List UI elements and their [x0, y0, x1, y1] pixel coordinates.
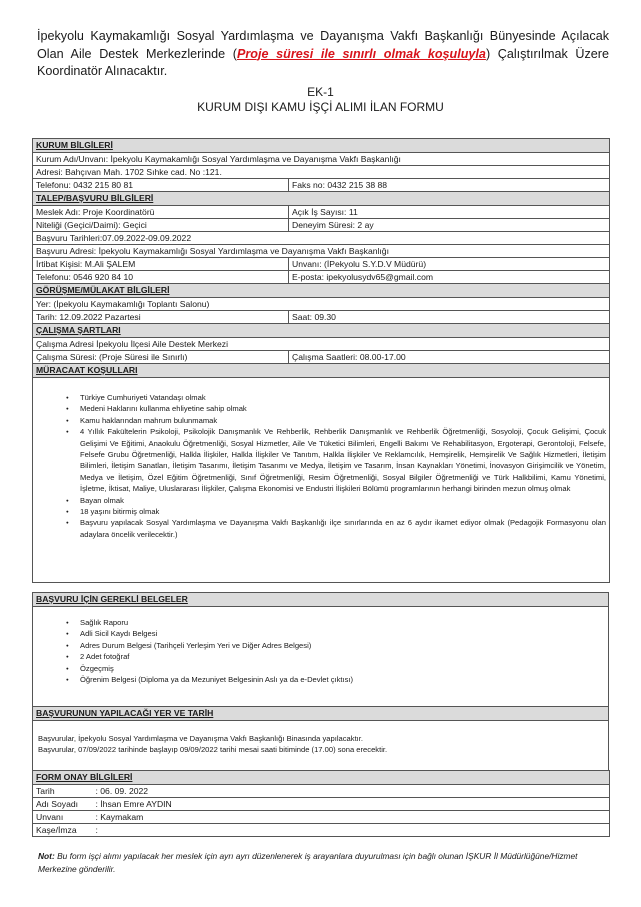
form-title: KURUM DIŞI KAMU İŞÇİ ALIMI İLAN FORMU — [197, 100, 444, 114]
kurum-faks: Faks no: 0432 215 38 88 — [289, 179, 610, 192]
section-header-basvuru-yeri: BAŞVURUNUN YAPILACAĞI YER VE TARİH — [33, 707, 609, 721]
talep-niteligi: Niteliği (Geçici/Daimi): Geçici — [33, 219, 289, 232]
intro-paragraph — [37, 28, 609, 81]
talep-unvani: Unvanı: (İPekyolu S.Y.D.V Müdürü) — [289, 258, 610, 271]
basvuru-yeri-line-2: Başvurular, 07/09/2022 tarihinde başlayıp 09/09/2022 tarihi mesai saati bitiminde (17.00) sona erecektir. — [38, 745, 388, 755]
talep-meslek: Meslek Adı: Proje Koordinatörü — [33, 206, 289, 219]
list-item: ● Adres Durum Belgesi (Tarihçeli Yerleşim Yeri ve Diğer Adres Belgesi) — [80, 640, 605, 651]
section-header-talep: TALEP/BAŞVURU BİLGİLERİ — [33, 192, 610, 206]
talep-eposta: E-posta: ipekyolusydv65@gmail.com — [289, 271, 610, 284]
kurum-adi: Kurum Adı/Unvanı: İpekyolu Kaymakamlığı Sosyal Yardımlaşma ve Dayanışma Vakfı Başkanlığı — [33, 153, 610, 166]
list-item: ● 4 Yıllık Fakültelerin Psikoloji, Psikolojik Danışmanlık Ve Rehberlik, Rehberlik Danışmanlık ve Rehberlik Öğretmenliği, Sosyoloji, Çocuk Gelişimi, Çocuk Gelişimi Ve Eğitimi, Anaokulu Öğretmenliği, Sosyal Hizmetler, Aile Ve Tüketici Bilimleri, Engelli Bakımı Ve Rehabilitasyon, Ergoterapi, Gerontoloji, Felsefe, Felsefe Grubu Öğretmenliği, Halkla İlişkiler, Halkla İlişkiler Ve Tanıtım, Halkla İlişkiler Ve Reklamcılık, Hemşirelik, Hemşirelik Ve Sağlık Hizmetleri, İletişim Bilimleri, İletişim Sanatları, İletişim Tasarımı, İletişim Tasarımı ve Medya, İletişim ve Tasarım, İnsan Kaynakları Yönetimi, İnovasyon Girişimcilik ve Yönetim, Medya ve İletişim, Özel Eğitim Öğretmenliği, Sınıf Öğretmenliği, Resim Öğretmenliği, Sosyal Bilgiler Öğretmenliği ve Türk Halkbilimi, Kamu Yönetimi, İşletme, İktisat, Maliye, Uluslararası İlişkiler, Çalışma Ekonomisi ve Endustri İlişkileri Bölümü programlarının herhangi birinden mezun olmuş olmak — [80, 426, 606, 494]
kurum-telefon: Telefonu: 0432 215 80 81 — [33, 179, 289, 192]
intro-text-1: İpekyolu Kaymakamlığı Sosyal Yardımlaşma ve Dayanışma Vakfı Başkanlığı Bünyesinde Açılacak Olan Aile Destek Merkezlerinde ( — [37, 29, 609, 61]
note-label: Not: — [38, 851, 55, 861]
section-header-muracaat: MÜRACAAT KOŞULLARI — [33, 364, 610, 378]
basvuru-yeri-body — [33, 721, 609, 774]
intro-highlight: Proje süresi ile sınırlı olmak koşuluyla — [237, 46, 486, 61]
onay-value-kase-imza: : — [93, 824, 610, 837]
basvuru-yeri-table — [32, 706, 609, 774]
main-form-table — [32, 138, 610, 583]
muracaat-body — [33, 378, 610, 583]
list-item: ● Özgeçmiş — [80, 663, 605, 674]
calisma-suresi: Çalışma Süresi: (Proje Süresi ile Sınırlı) — [33, 351, 289, 364]
talep-adres: Başvuru Adresi: İpekyolu Kaymakamlığı Sosyal Yardımlaşma ve Dayanışma Vakfı Başkanlığı — [33, 245, 610, 258]
basvuru-yeri-line-1: Başvurular, İpekyolu Sosyal Yardımlaşma ve Dayanışma Vakfı Başkanlığı Binasında yapılacaktır. — [38, 734, 364, 743]
onay-label-kase-imza: Kaşe/İmza — [33, 824, 93, 837]
list-item: ● Öğrenim Belgesi (Diploma ya da Mezuniyet Belgesinin Aslı ya da e-Devlet çıktısı) — [80, 674, 605, 685]
form-code: EK-1 — [307, 85, 334, 99]
list-item: ● Bayan olmak — [80, 495, 606, 506]
section-header-calisma: ÇALIŞMA ŞARTLARI — [33, 324, 610, 338]
talep-telefon: Telefonu: 0546 920 84 10 — [33, 271, 289, 284]
belgeler-table — [32, 592, 609, 710]
kurum-adres: Adresi: Bahçıvan Mah. 1702 Sıhke cad. No :121. — [33, 166, 610, 179]
list-item: ● Sağlık Raporu — [80, 617, 605, 628]
list-item: ● 2 Adet fotoğraf — [80, 651, 605, 662]
list-item: ● Medeni Haklarını kullanma ehliyetine sahip olmak — [80, 403, 606, 414]
list-item: ● Adli Sicil Kaydı Belgesi — [80, 628, 605, 639]
gorusme-yer: Yer: (İpekyolu Kaymakamlığı Toplantı Salonu) — [33, 298, 610, 311]
onay-label-adi-soyadi: Adı Soyadı — [33, 798, 93, 811]
muracaat-list — [36, 392, 606, 540]
gorusme-tarih: Tarih: 12.09.2022 Pazartesi — [33, 311, 289, 324]
section-header-kurum: KURUM BİLGİLERİ — [33, 139, 610, 153]
talep-deneyim: Deneyim Süresi: 2 ay — [289, 219, 610, 232]
onay-value-tarih: : 06. 09. 2022 — [93, 785, 610, 798]
list-item: ● Türkiye Cumhuriyeti Vatandaşı olmak — [80, 392, 606, 403]
onay-value-unvani: : Kaymakam — [93, 811, 610, 824]
talep-acik-is: Açık İş Sayısı: 11 — [289, 206, 610, 219]
calisma-adres: Çalışma Adresi İpekyolu İlçesi Aile Destek Merkezi — [33, 338, 610, 351]
belgeler-body — [33, 607, 609, 710]
onay-table — [32, 770, 610, 837]
section-header-gorusme: GÖRÜŞME/MÜLAKAT BİLGİLERİ — [33, 284, 610, 298]
onay-label-unvani: Unvanı — [33, 811, 93, 824]
onay-value-adi-soyadi: : İhsan Emre AYDIN — [93, 798, 610, 811]
list-item: ● Başvuru yapılacak Sosyal Yardımlaşma ve Dayanışma Vakfı Başkanlığı ilçe sınırlarında en az 6 aydır ikamet ediyor olmak (Pedagojik Formasyonu olan adaylara öncelik verilecektir.) — [80, 517, 606, 540]
section-header-onay: FORM ONAY BİLGİLERİ — [33, 771, 610, 785]
intro-text-2: ) Çalıştırılmak Üzere Koordinatör Alınacaktır. — [37, 46, 609, 78]
list-item: ● 18 yaşını bitirmiş olmak — [80, 506, 606, 517]
belgeler-list — [36, 617, 605, 685]
gorusme-saat: Saat: 09.30 — [289, 311, 610, 324]
onay-label-tarih: Tarih — [33, 785, 93, 798]
footer-note — [38, 850, 610, 875]
calisma-saatleri: Çalışma Saatleri: 08.00-17.00 — [289, 351, 610, 364]
talep-irtibat: İrtibat Kişisi: M.Ali ŞALEM — [33, 258, 289, 271]
talep-tarihler: Başvuru Tarihleri:07.09.2022-09.09.2022 — [33, 232, 610, 245]
list-item: ● Kamu haklarından mahrum bulunmamak — [80, 415, 606, 426]
note-text: Bu form işçi alımı yapılacak her meslek için ayrı ayrı düzenlenerek iş arayanlara duyurulması için bağlı olunan İŞKUR İl Müdürlüğüne/Hizmet Merkezine gönderilir. — [38, 851, 578, 874]
section-header-belgeler: BAŞVURU İÇİN GEREKLİ BELGELER — [33, 593, 609, 607]
